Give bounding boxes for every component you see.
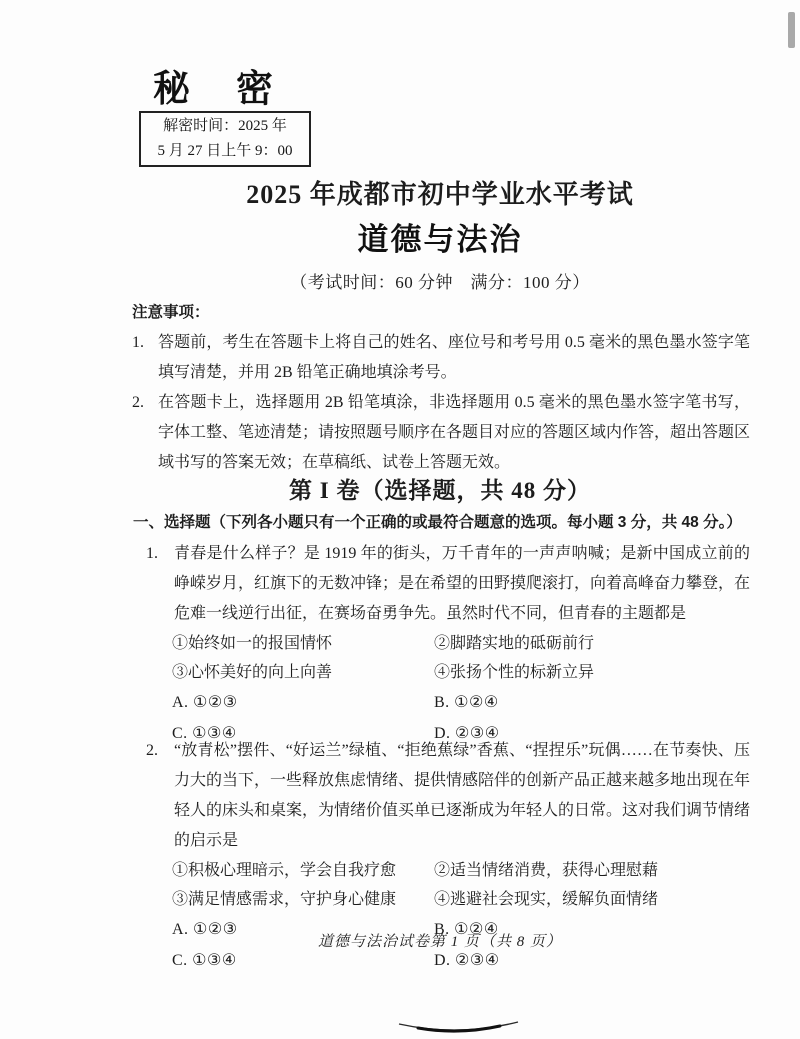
exam-info: （考试时间：60 分钟 满分：100 分） bbox=[290, 273, 590, 292]
statement: ④逃避社会现实，缓解负面情绪 bbox=[434, 891, 659, 908]
subject-title: 道德与法治 bbox=[357, 222, 523, 257]
question-1-statements bbox=[172, 629, 750, 687]
secret-stamp: 秘密 bbox=[153, 69, 319, 110]
question-1-number: 1. bbox=[146, 545, 158, 562]
choice-c: C. ①③④ bbox=[172, 725, 237, 742]
notice-item-1-text: 答题前，考生在答题卡上将自己的姓名、座位号和考号用 0.5 毫米的黑色墨水签字笔填写清楚，并用 2B 铅笔正确地填涂考号。 bbox=[158, 334, 750, 381]
notice-section bbox=[132, 298, 750, 478]
choice-b: B. ①②④ bbox=[434, 921, 499, 938]
choice-d: D. ②③④ bbox=[434, 952, 500, 969]
question-1 bbox=[146, 539, 750, 749]
section-instruction: 一、选择题（下列各小题只有一个正确的或最符合题意的选项。每小题 3 分，共 48 分。） bbox=[133, 514, 742, 531]
scan-artifact-bar bbox=[788, 12, 795, 48]
notice-item-2-text: 在答题卡上，选择题用 2B 铅笔填涂，非选择题用 0.5 毫米的黑色墨水签字笔书写，字体工整、笔迹清楚；请按照题号顺序在各题目对应的答题区域内作答，超出答题区域书写的答案无效；在草稿纸、试卷上答题无效。 bbox=[158, 394, 751, 471]
statement: ②适当情绪消费，获得心理慰藉 bbox=[434, 862, 659, 879]
section-title: 第 I 卷（选择题，共 48 分） bbox=[289, 478, 591, 503]
statement: ①始终如一的报国情怀 bbox=[172, 635, 333, 652]
statement: ③心怀美好的向上向善 bbox=[172, 664, 333, 681]
choice-d: D. ②③④ bbox=[434, 725, 500, 742]
notice-item-1 bbox=[132, 328, 750, 388]
choice-a: A. ①②③ bbox=[172, 694, 238, 711]
choice-b: B. ①②④ bbox=[434, 694, 499, 711]
question-2-number: 2. bbox=[146, 742, 158, 759]
decrypt-time-line2: 5 月 27 日上午 9：00 bbox=[157, 143, 293, 159]
statement: ④张扬个性的标新立异 bbox=[434, 664, 595, 681]
page-footer: 道德与法治试卷第 1 页（共 8 页） bbox=[317, 934, 562, 950]
decrypt-time-line1: 解密时间：2025 年 bbox=[163, 118, 287, 134]
statement: ①积极心理暗示，学会自我疗愈 bbox=[172, 862, 397, 879]
exam-title: 2025 年成都市初中学业水平考试 bbox=[246, 180, 634, 209]
choice-a: A. ①②③ bbox=[172, 921, 238, 938]
notice-heading: 注意事项： bbox=[132, 304, 210, 321]
question-2-stem: “放青松”摆件、“好运兰”绿植、“拒绝蕉绿”香蕉、“捏捏乐”玩偶……在节奏快、压力大的当下，一些释放焦虑情绪、提供情感陪伴的创新产品正越来越多地出现在年轻人的床头和桌案，为情绪价值买单已逐渐成为年轻人的日常。这对我们调节情绪的启示是 bbox=[174, 742, 751, 849]
statement: ③满足情感需求，守护身心健康 bbox=[172, 891, 397, 908]
notice-item-1-number: 1. bbox=[132, 334, 144, 351]
question-2-statements bbox=[172, 856, 750, 914]
question-1-head bbox=[146, 539, 750, 629]
scan-artifact-curl bbox=[398, 1020, 520, 1038]
question-1-stem: 青春是什么样子？是 1919 年的街头，万千青年的一声声呐喊；是新中国成立前的峥嵘岁月，红旗下的无数冲锋；是在希望的田野摸爬滚打，向着高峰奋力攀登，在危难一线逆行出征，在赛场奋勇争先。虽然时代不同，但青春的主题都是 bbox=[174, 545, 751, 622]
decrypt-time-box bbox=[139, 111, 311, 167]
question-2-head bbox=[146, 736, 750, 856]
choice-c: C. ①③④ bbox=[172, 952, 237, 969]
statement: ②脚踏实地的砥砺前行 bbox=[434, 635, 595, 652]
notice-item-2 bbox=[132, 388, 750, 478]
notice-item-2-number: 2. bbox=[132, 394, 144, 411]
